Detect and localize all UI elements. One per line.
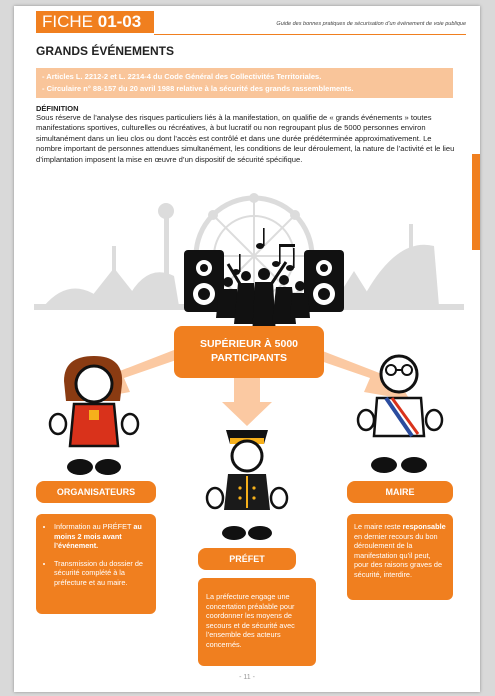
document-page xyxy=(14,6,480,692)
reference-line-1: - Articles L. 2212-2 et L. 2214-4 du Code Général des Collectivités Territoriales. xyxy=(42,72,322,81)
participants-line-2: PARTICIPANTS xyxy=(210,352,288,364)
organisateurs-box xyxy=(36,514,156,614)
guide-title: Guide des bonnes pratiques de sécurisation d’un événement de voie publique xyxy=(276,21,466,27)
page-number: - 11 - xyxy=(239,674,255,681)
definition-heading: DÉFINITION xyxy=(36,104,79,113)
maire-box: Le maire reste responsable en dernier recours du bon déroulement de la manifestation qu’il peut, pour des raisons graves de sécurité, interdire. xyxy=(347,514,453,600)
fiche-prefix: FICHE xyxy=(42,12,98,31)
fiche-number: 01-03 xyxy=(97,12,142,31)
maire-label: MAIRE xyxy=(347,481,453,503)
participants-line-1: SUPÉRIEUR À 5000 xyxy=(199,338,299,350)
prefet-label: PRÉFET xyxy=(198,548,296,570)
organisateurs-item-2: • Transmission du dossier de sécurité complété à la préfecture et au maire. xyxy=(54,559,150,588)
crowd-silhouette xyxy=(216,262,318,336)
participants-badge xyxy=(174,326,324,378)
organisateurs-label: ORGANISATEURS xyxy=(36,481,156,503)
organisateurs-item-1: • Information au PRÉFET au moins 2 mois avant l’événement. xyxy=(54,522,150,551)
page-title: GRANDS ÉVÉNEMENTS xyxy=(36,44,175,58)
prefet-box: La préfecture engage une concertation préalable pour coordonner les moyens de secours et de sécurité avec l’ensemble des acteurs concernés. xyxy=(198,578,316,666)
prefet-figure xyxy=(207,430,287,540)
definition-text: Sous réserve de l’analyse des risques particuliers liés à la manifestation, on qualifie de « grands événements » toutes manifestations sportives, culturelles ou récréatives, à but lucratif ou non regroupant plus de 5000 personnes environ simultanément dans un lieu clos ou dont l’accès est contrôlé et dans une durée prédéterminée approximativement. Le nombre important de personnes attendues simultanément, les conditions de leur déroulement, la nature de l’activité et le lieu d’implantation imposent la mise en œuvre d’un dispositif de sécurité spécifique. xyxy=(36,113,455,164)
speaker-right-icon xyxy=(304,250,344,312)
reference-line-2: - Circulaire n° 88-157 du 20 avril 1988 relative à la sécurité des grands rassemblements. xyxy=(42,84,354,93)
